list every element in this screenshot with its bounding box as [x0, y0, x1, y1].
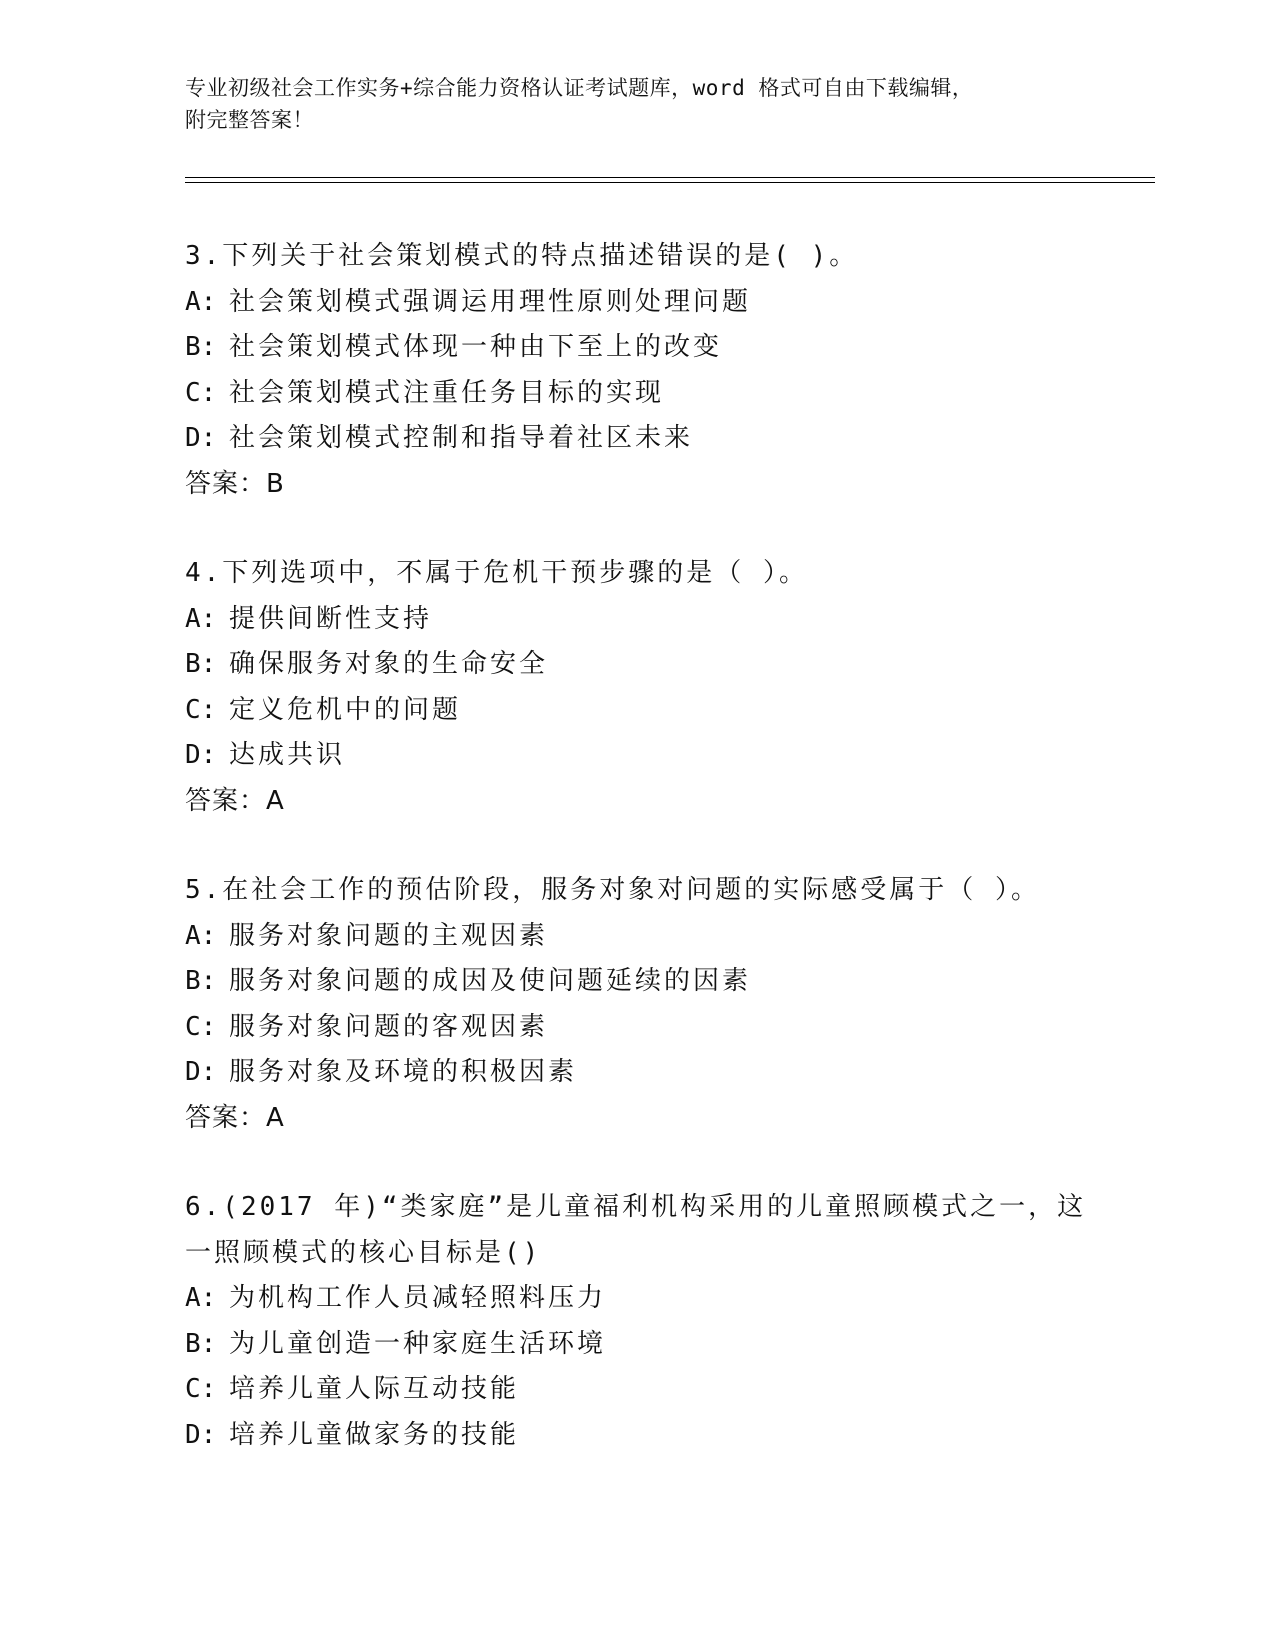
question-6 [185, 1185, 1145, 1458]
option-text: 服务对象及环境的积极因素 [229, 1057, 578, 1087]
answer-line: 答案：A [185, 785, 285, 816]
option-a [185, 280, 1145, 326]
question-stem: 6.(2017 年)“类家庭”是儿童福利机构采用的儿童照顾模式之一，这 一照顾模式的核心目标是() [185, 1192, 1087, 1268]
option-text: 服务对象问题的客观因素 [229, 1011, 549, 1042]
option-letter: C: [185, 694, 217, 725]
option-text: 达成共识 [229, 740, 346, 770]
option-letter: B: [185, 649, 217, 679]
option-letter: D: [185, 423, 217, 453]
option-d [185, 416, 1145, 462]
document-header [185, 72, 1085, 136]
option-text: 社会策划模式体现一种由下至上的改变 [229, 332, 723, 362]
option-text: 服务对象问题的主观因素 [229, 920, 549, 951]
option-text: 定义危机中的问题 [229, 694, 462, 725]
answer-line: 答案：A [185, 1102, 285, 1133]
option-d [185, 1050, 1145, 1096]
option-text: 社会策划模式控制和指导着社区未来 [229, 423, 694, 453]
option-letter: C: [185, 377, 217, 408]
option-letter: D: [185, 740, 217, 770]
option-text: 培养儿童做家务的技能 [229, 1419, 520, 1450]
option-letter: B: [185, 1328, 217, 1359]
question-stem: 5.在社会工作的预估阶段，服务对象对问题的实际感受属于（ ）。 [185, 875, 1040, 905]
question-5 [185, 868, 1145, 1141]
option-letter: D: [185, 1057, 217, 1087]
option-letter: C: [185, 1011, 217, 1042]
option-letter: C: [185, 1374, 217, 1404]
option-a [185, 914, 1145, 960]
option-b [185, 642, 1145, 688]
question-list [185, 234, 1145, 1502]
option-d [185, 1413, 1145, 1459]
option-text: 提供间断性支持 [229, 603, 433, 634]
option-letter: B: [185, 966, 217, 996]
answer-line: 答案：B [185, 468, 285, 499]
header-divider-bottom [185, 182, 1155, 183]
option-text: 培养儿童人际互动技能 [229, 1374, 520, 1404]
option-letter: A: [185, 603, 217, 634]
question-4 [185, 551, 1145, 824]
question-stem: 4.下列选项中，不属于危机干预步骤的是（ ）。 [185, 558, 808, 588]
option-a [185, 597, 1145, 643]
option-c [185, 371, 1145, 417]
option-d [185, 733, 1145, 779]
option-text: 社会策划模式强调运用理性原则处理问题 [229, 286, 752, 317]
option-letter: D: [185, 1419, 217, 1450]
option-letter: A: [185, 1283, 217, 1313]
option-a [185, 1276, 1145, 1322]
option-c [185, 1005, 1145, 1051]
header-divider-top [185, 177, 1155, 178]
option-c [185, 688, 1145, 734]
option-c [185, 1367, 1145, 1413]
question-3 [185, 234, 1145, 507]
option-text: 为机构工作人员减轻照料压力 [229, 1283, 607, 1313]
option-text: 服务对象问题的成因及使问题延续的因素 [229, 966, 752, 996]
option-b [185, 1322, 1145, 1368]
option-b [185, 959, 1145, 1005]
option-b [185, 325, 1145, 371]
option-letter: A: [185, 286, 217, 317]
option-text: 为儿童创造一种家庭生活环境 [229, 1328, 607, 1359]
header-line-2: 附完整答案！ [185, 108, 314, 132]
option-letter: A: [185, 920, 217, 951]
question-stem: 3.下列关于社会策划模式的特点描述错误的是( )。 [185, 241, 859, 271]
option-text: 确保服务对象的生命安全 [229, 649, 549, 679]
header-line-1: 专业初级社会工作实务+综合能力资格认证考试题库，word 格式可自由下载编辑， [185, 76, 974, 100]
option-text: 社会策划模式注重任务目标的实现 [229, 377, 665, 408]
option-letter: B: [185, 332, 217, 362]
